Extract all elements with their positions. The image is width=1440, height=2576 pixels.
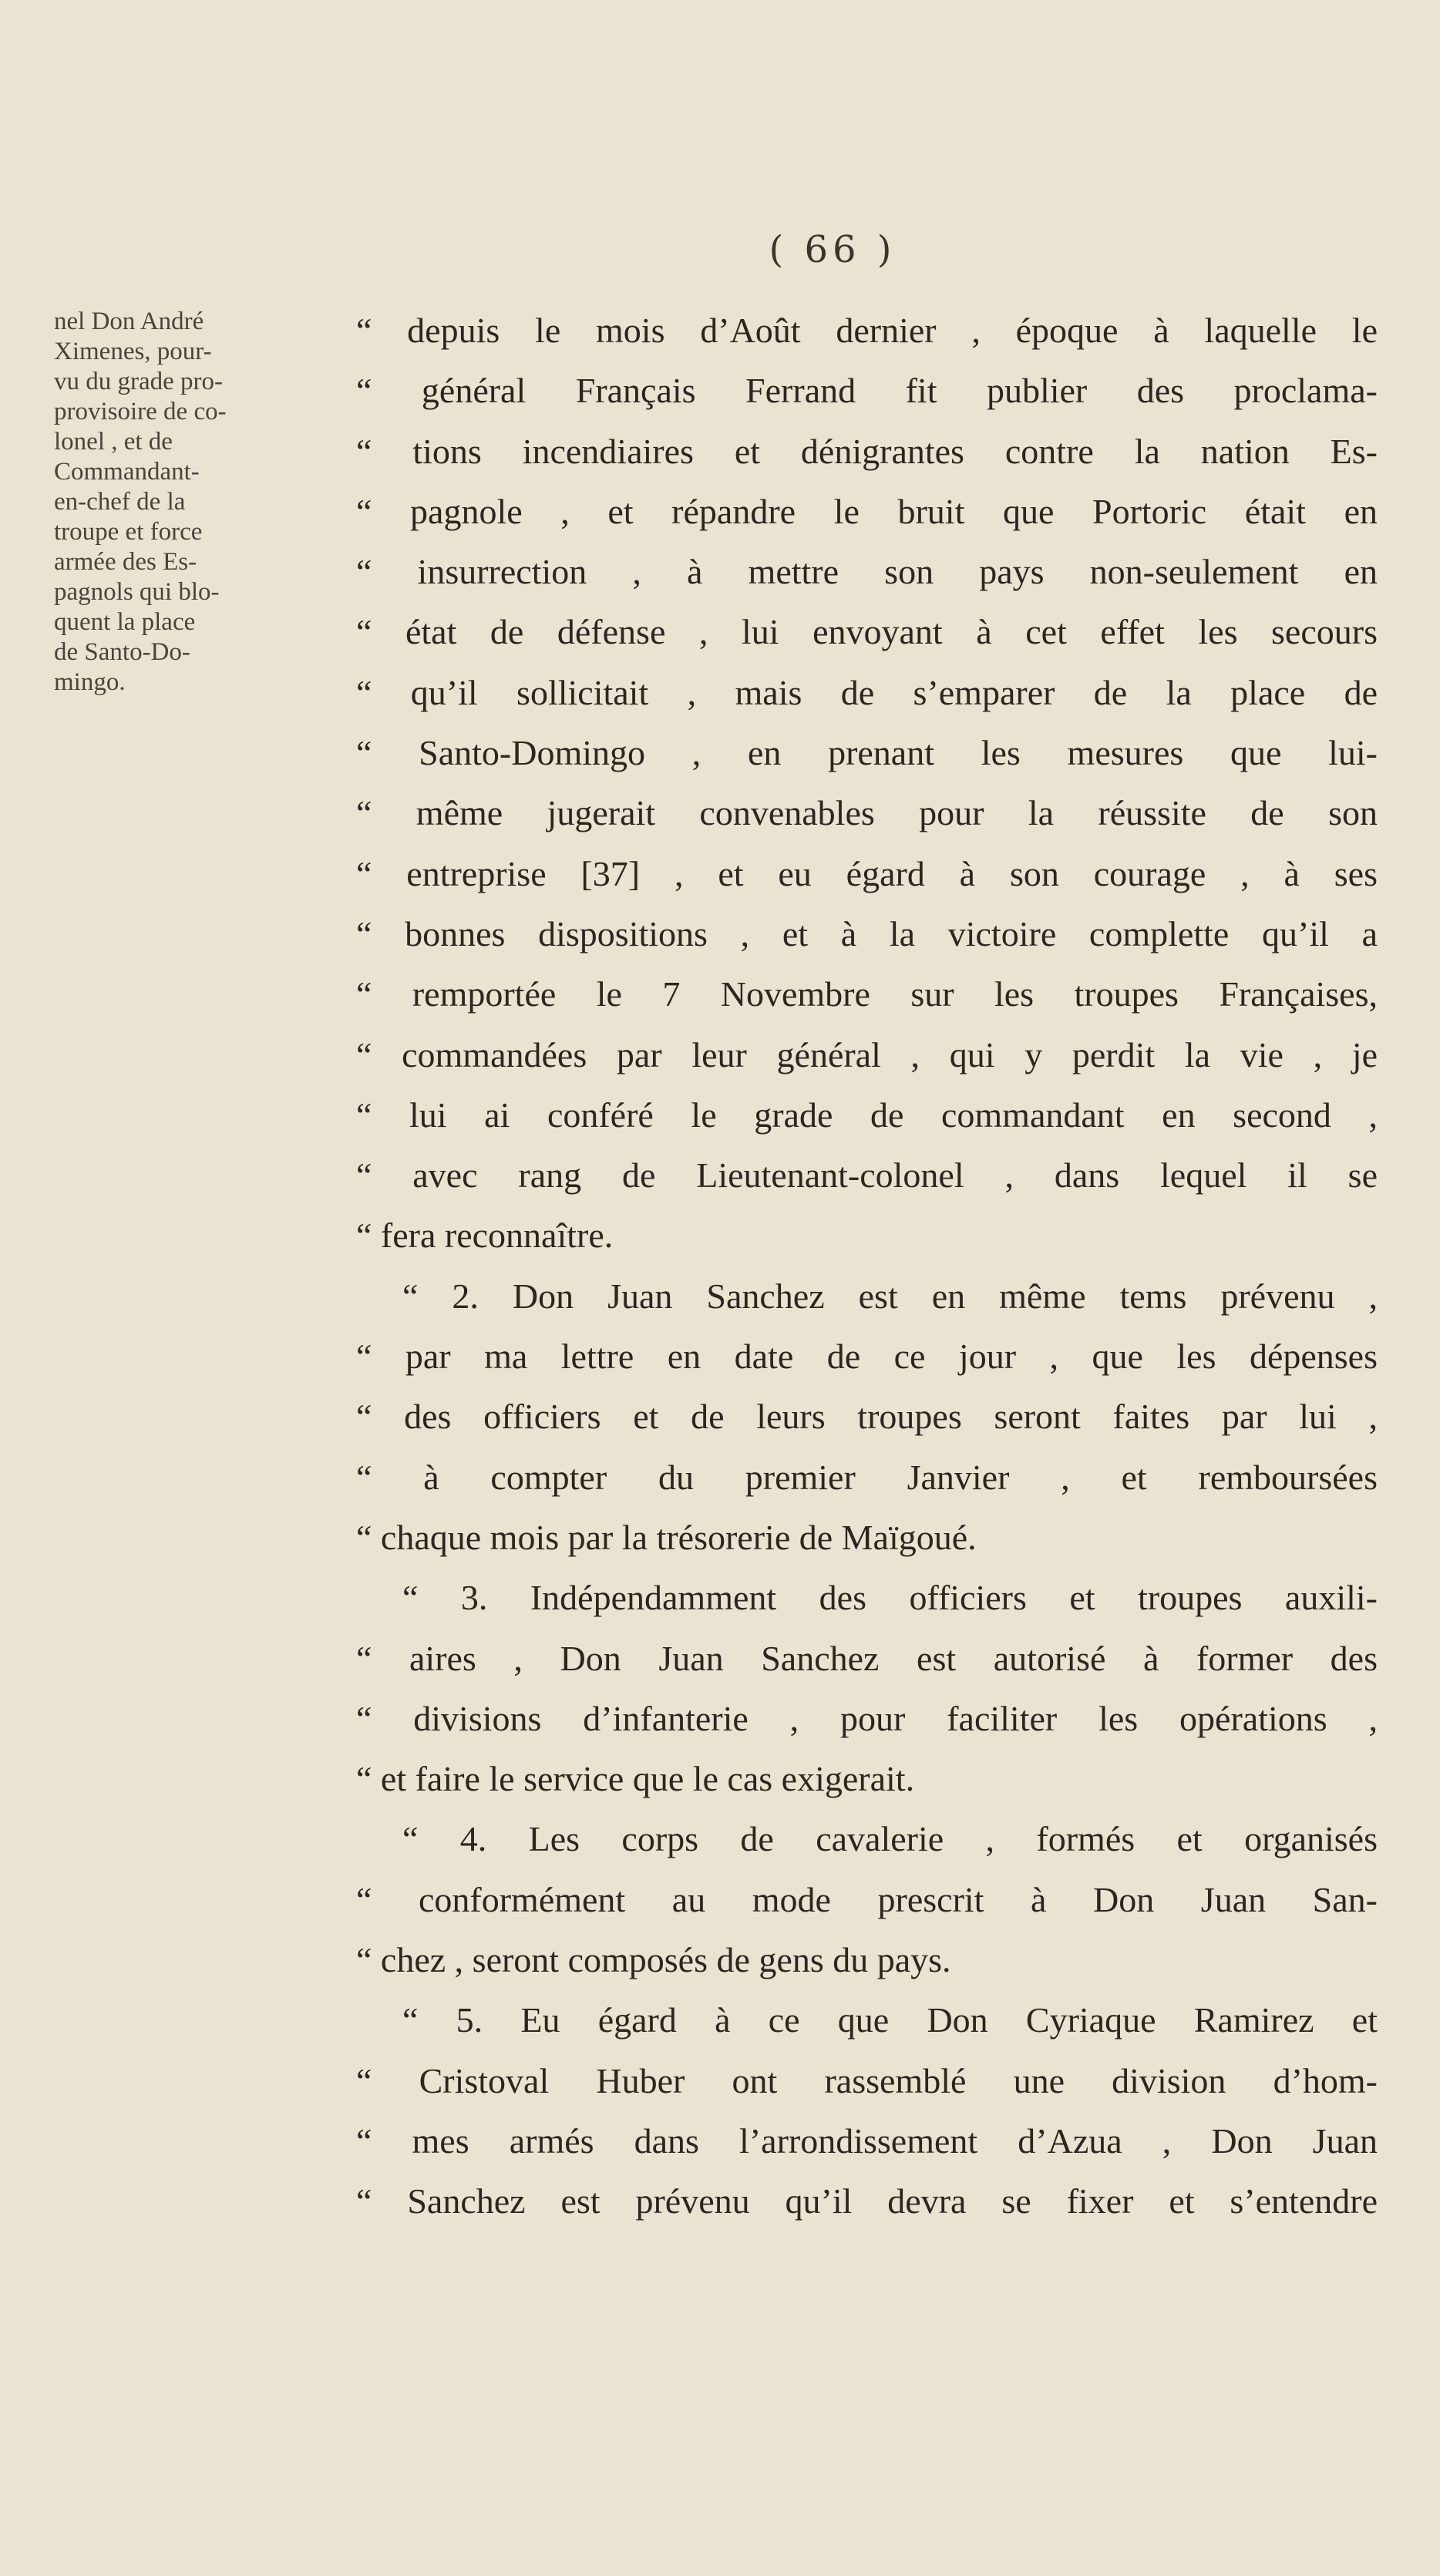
margin-note-line: troupe et force bbox=[54, 518, 203, 546]
text-line: “ lui ai conféré le grade de commandant en second , bbox=[356, 1095, 1378, 1135]
text-line: “ 4. Les corps de cavalerie , formés et organisés bbox=[402, 1819, 1378, 1859]
text-line: “ à compter du premier Janvier , et remboursées bbox=[356, 1457, 1378, 1497]
margin-note-line: armée des Es- bbox=[54, 548, 197, 576]
margin-note-line: Commandant- bbox=[54, 458, 200, 486]
text-line: “ chaque mois par la trésorerie de Maïgoué. bbox=[356, 1517, 977, 1557]
text-line: “ conformément au mode prescrit à Don Juan San- bbox=[356, 1879, 1378, 1919]
body-text bbox=[356, 301, 1378, 2232]
margin-note-line: nel Don André bbox=[54, 308, 204, 335]
text-line: “ mes armés dans l’arrondissement d’Azua , Don Juan bbox=[356, 2120, 1378, 2161]
margin-note-line: de Santo-Do- bbox=[54, 638, 190, 666]
text-line: “ 2. Don Juan Sanchez est en même tems prévenu , bbox=[402, 1276, 1378, 1316]
text-line: “ aires , Don Juan Sanchez est autorisé à former des bbox=[356, 1638, 1378, 1678]
margin-note bbox=[54, 307, 308, 698]
margin-note-line: vu du grade pro- bbox=[54, 368, 224, 395]
margin-note-line: pagnols qui blo- bbox=[54, 578, 220, 606]
margin-note-line: en-chef de la bbox=[54, 488, 186, 516]
text-line: “ insurrection , à mettre son pays non-seulement en bbox=[356, 552, 1378, 592]
text-line: “ Santo-Domingo , en prenant les mesures que lui- bbox=[356, 733, 1378, 773]
text-line: “ commandées par leur général , qui y perdit la vie , je bbox=[356, 1034, 1378, 1074]
text-line: “ 3. Indépendamment des officiers et troupes auxili- bbox=[402, 1578, 1378, 1618]
text-line: “ entreprise [37] , et eu égard à son courage , à ses bbox=[356, 853, 1378, 893]
text-line: “ par ma lettre en date de ce jour , que les dépenses bbox=[356, 1337, 1378, 1377]
margin-note-line: provisoire de co- bbox=[54, 398, 227, 425]
text-line: “ et faire le service que le cas exigerait. bbox=[356, 1759, 915, 1799]
text-line: “ qu’il sollicitait , mais de s’emparer de la place de bbox=[356, 672, 1378, 712]
text-line: “ pagnole , et répandre le bruit que Portoric était en bbox=[356, 491, 1378, 531]
text-line: “ des officiers et de leurs troupes seront faites par lui , bbox=[356, 1397, 1378, 1437]
text-line: “ état de défense , lui envoyant à cet effet les secours bbox=[356, 612, 1378, 652]
margin-note-line: mingo. bbox=[54, 668, 126, 696]
text-line: “ 5. Eu égard à ce que Don Cyriaque Ramirez et bbox=[402, 2000, 1378, 2040]
text-line: “ même jugerait convenables pour la réussite de son bbox=[356, 793, 1378, 833]
text-line: “ tions incendiaires et dénigrantes contre la nation Es- bbox=[356, 431, 1378, 471]
text-line: “ général Français Ferrand fit publier des proclama- bbox=[356, 371, 1378, 411]
text-line: “ divisions d’infanterie , pour faciliter les opérations , bbox=[356, 1698, 1378, 1738]
text-line: “ Sanchez est prévenu qu’il devra se fixer et s’entendre bbox=[356, 2181, 1378, 2221]
text-line: “ Cristoval Huber ont rassemblé une division d’hom- bbox=[356, 2060, 1378, 2100]
text-line: “ bonnes dispositions , et à la victoire complette qu’il a bbox=[356, 913, 1378, 953]
text-line: “ remportée le 7 Novembre sur les troupes Françaises, bbox=[356, 974, 1378, 1014]
text-line: “ depuis le mois d’Août dernier , époque à laquelle le bbox=[356, 311, 1378, 350]
text-line: “ avec rang de Lieutenant-colonel , dans lequel il se bbox=[356, 1155, 1378, 1196]
text-line: “ fera reconnaître. bbox=[356, 1216, 614, 1256]
margin-note-line: Ximenes, pour- bbox=[54, 338, 212, 365]
margin-note-line: quent la place bbox=[54, 608, 196, 636]
text-line: “ chez , seront composés de gens du pays. bbox=[356, 1940, 951, 1980]
margin-note-line: lonel , et de bbox=[54, 428, 173, 456]
page-number: ( 66 ) bbox=[769, 228, 897, 271]
